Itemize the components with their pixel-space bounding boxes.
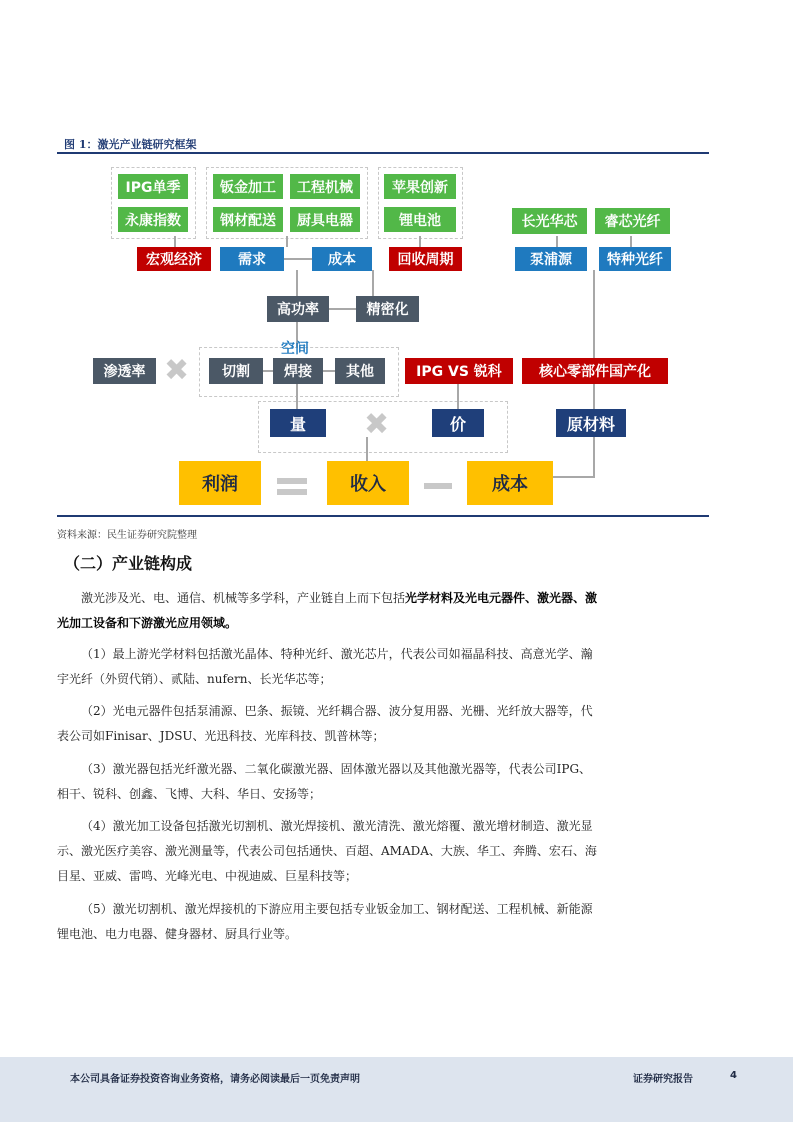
price-box: 价	[432, 409, 484, 437]
connector	[372, 270, 374, 296]
localization-box: 核心零部件国产化	[522, 358, 668, 384]
footer-report-type: 证券研究报告	[633, 1074, 693, 1085]
figure-bottom-rule	[57, 515, 709, 517]
cost-box: 成本	[467, 461, 553, 505]
welding-box: 焊接	[273, 358, 323, 384]
connector	[296, 384, 298, 409]
intro-paragraph	[57, 586, 601, 636]
app-box: 厨具电器	[290, 207, 360, 232]
app-box: 工程机械	[290, 174, 360, 199]
intro-text: 激光涉及光、电、通信、机械等多学科，产业链自上而下包括	[81, 591, 406, 605]
connector	[553, 476, 595, 478]
app-box: 苹果创新	[384, 174, 456, 199]
intro-bold-text: 光学材料及光电元器件、激光器、激光加工设备和下游激光应用领域。	[57, 591, 598, 630]
app-box: 永康指数	[118, 207, 188, 232]
section-title: （二）产业链构成	[64, 554, 193, 573]
connector	[323, 370, 335, 372]
connector	[263, 370, 273, 372]
figure-source: 资料来源：民生证券研究院整理	[57, 530, 197, 541]
page-number: 4	[730, 1070, 737, 1081]
footer-band	[0, 1057, 793, 1122]
footer-disclaimer: 本公司具备证券投资咨询业务资格，请务必阅读最后一页免责声明	[70, 1074, 360, 1085]
cost-driver-box: 成本	[312, 247, 372, 271]
pump-source-box: 泵浦源	[515, 247, 587, 271]
connector	[326, 308, 356, 310]
component-company-box: 长光华芯	[512, 208, 587, 234]
cutting-box: 切割	[209, 358, 263, 384]
equals-icon	[277, 478, 307, 484]
special-fiber-box: 特种光纤	[599, 247, 671, 271]
connector	[286, 236, 288, 247]
multiply-icon: ✖	[164, 353, 190, 388]
paragraph-4: （4）激光加工设备包括激光切割机、激光焊接机、激光清洗、激光熔覆、激光增材制造、激光显示、激光医疗美容、激光测量等，代表公司包括通快、百超、AMADA、大族、华工、奔腾、宏石、海目星、亚威、雷鸣、光峰光电、中视迪威、巨星科技等；	[57, 819, 597, 883]
payback-period-box: 回收周期	[389, 247, 462, 271]
other-box: 其他	[335, 358, 385, 384]
space-label: 空间	[281, 341, 309, 357]
multiply-icon: ✖	[364, 407, 390, 442]
figure-caption: 图 1：激光产业链研究框架	[64, 138, 197, 151]
component-company-box: 睿芯光纤	[595, 208, 670, 234]
connector	[593, 270, 595, 359]
profit-box: 利润	[179, 461, 261, 505]
connector	[284, 258, 312, 260]
connector	[174, 236, 176, 247]
connector	[457, 384, 459, 409]
paragraph-5: （5）激光切割机、激光焊接机的下游应用主要包括专业钣金加工、钢材配送、工程机械、新能源锂电池、电力电器、健身器材、厨具行业等。	[57, 902, 593, 941]
connector	[593, 437, 595, 477]
equals-icon	[277, 489, 307, 495]
high-power-box: 高功率	[267, 296, 329, 322]
volume-box: 量	[270, 409, 326, 437]
paragraph-2: （2）光电元器件包括泵浦源、巴条、振镜、光纤耦合器、波分复用器、光栅、光纤放大器等，代表公司如Finisar、JDSU、光迅科技、光库科技、凯普林等；	[57, 704, 593, 743]
app-box: IPG单季	[118, 174, 188, 199]
app-box: 钢材配送	[213, 207, 283, 232]
caption-rule	[57, 152, 709, 154]
macro-economy-box: 宏观经济	[137, 247, 211, 271]
raw-material-box: 原材料	[556, 409, 626, 437]
demand-box: 需求	[220, 247, 284, 271]
ipg-vs-raycus-box: IPG VS 锐科	[405, 358, 513, 384]
paragraph-1: （1）最上游光学材料包括激光晶体、特种光纤、激光芯片，代表公司如福晶科技、高意光学、瀚宇光纤（外贸代销）、贰陆、nufern、长光华芯等；	[57, 647, 593, 686]
connector	[296, 270, 298, 296]
connector	[593, 384, 595, 409]
penetration-box: 渗透率	[93, 358, 156, 384]
revenue-box: 收入	[327, 461, 409, 505]
app-box: 钣金加工	[213, 174, 283, 199]
precision-box: 精密化	[356, 296, 419, 322]
minus-icon	[424, 483, 452, 489]
connector	[419, 236, 421, 247]
app-box: 锂电池	[384, 207, 456, 232]
paragraph-3: （3）激光器包括光纤激光器、二氧化碳激光器、固体激光器以及其他激光器等，代表公司IPG、相干、锐科、创鑫、飞博、大科、华日、安扬等；	[57, 762, 592, 801]
